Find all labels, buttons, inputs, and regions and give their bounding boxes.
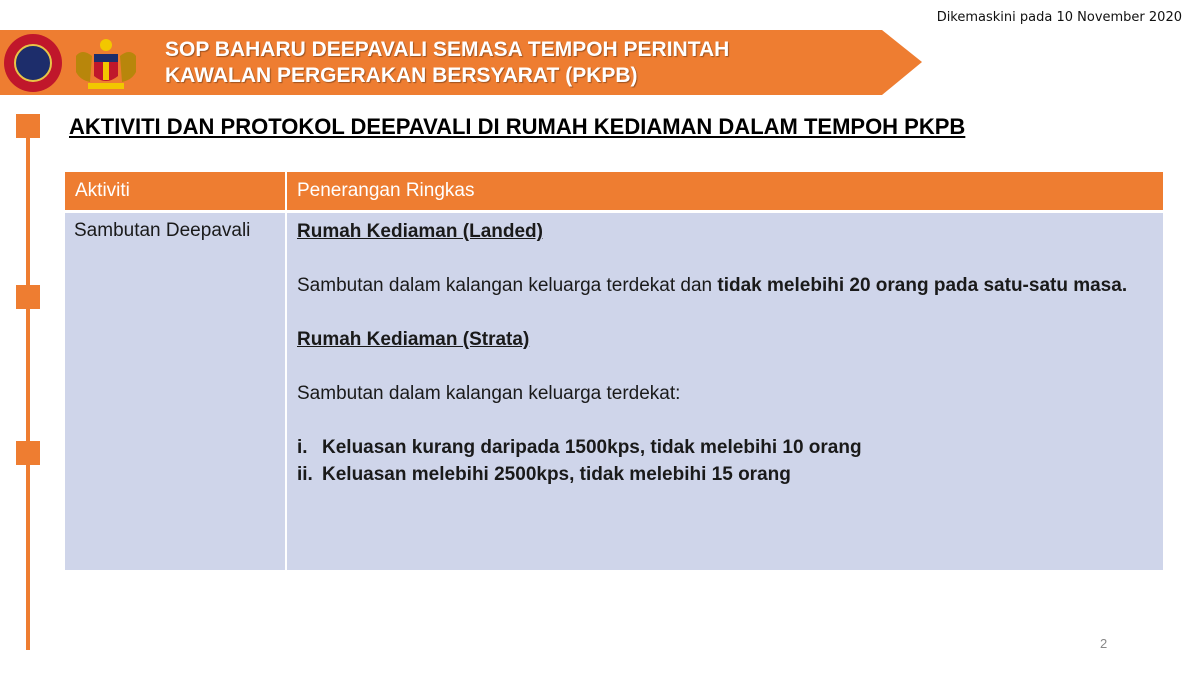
- banner-title-line2: KAWALAN PERGERAKAN BERSYARAT (PKPB): [165, 64, 638, 87]
- list-number: ii.: [297, 464, 313, 485]
- banner-title-line1: SOP BAHARU DEEPAVALI SEMASA TEMPOH PERINTAH: [165, 38, 730, 61]
- coat-of-arms-icon: [70, 34, 142, 92]
- description-cell: [286, 212, 1163, 571]
- page-number: 2: [1100, 636, 1108, 651]
- strata-subheading: Rumah Kediaman (Strata): [297, 329, 530, 350]
- timeline-line: [26, 125, 30, 650]
- activity-table: [65, 172, 1163, 570]
- column-header-activity: Aktiviti: [65, 172, 286, 212]
- timeline-marker: [16, 114, 40, 138]
- list-text: Keluasan melebihi 2500kps, tidak melebihi 15 orang: [322, 464, 791, 485]
- section-heading: AKTIVITI DAN PROTOKOL DEEPAVALI DI RUMAH KEDIAMAN DALAM TEMPOH PKPB: [69, 114, 966, 139]
- list-text: Keluasan kurang daripada 1500kps, tidak melebihi 10 orang: [322, 437, 862, 458]
- list-item: [297, 434, 1153, 461]
- activity-cell: [65, 212, 286, 571]
- nsc-logo-icon: [4, 34, 62, 92]
- list-number: i.: [297, 437, 308, 458]
- strata-description: Sambutan dalam kalangan keluarga terdekat:: [297, 383, 681, 404]
- landed-description: [297, 272, 1153, 299]
- timeline-marker: [16, 285, 40, 309]
- updated-date: Dikemaskini pada 10 November 2020: [936, 10, 1182, 25]
- list-item: [297, 461, 1153, 488]
- banner-title: [165, 37, 729, 89]
- landed-subheading: Rumah Kediaman (Landed): [297, 221, 543, 242]
- timeline-marker: [16, 441, 40, 465]
- landed-limit-text: tidak melebihi 20 orang pada satu-satu masa.: [717, 275, 1128, 296]
- column-header-description: Penerangan Ringkas: [286, 172, 1163, 212]
- table-header-row: [65, 172, 1163, 212]
- table-row: [65, 212, 1163, 571]
- landed-text: Sambutan dalam kalangan keluarga terdekat dan: [297, 275, 718, 296]
- activity-name: Sambutan Deepavali: [74, 220, 251, 241]
